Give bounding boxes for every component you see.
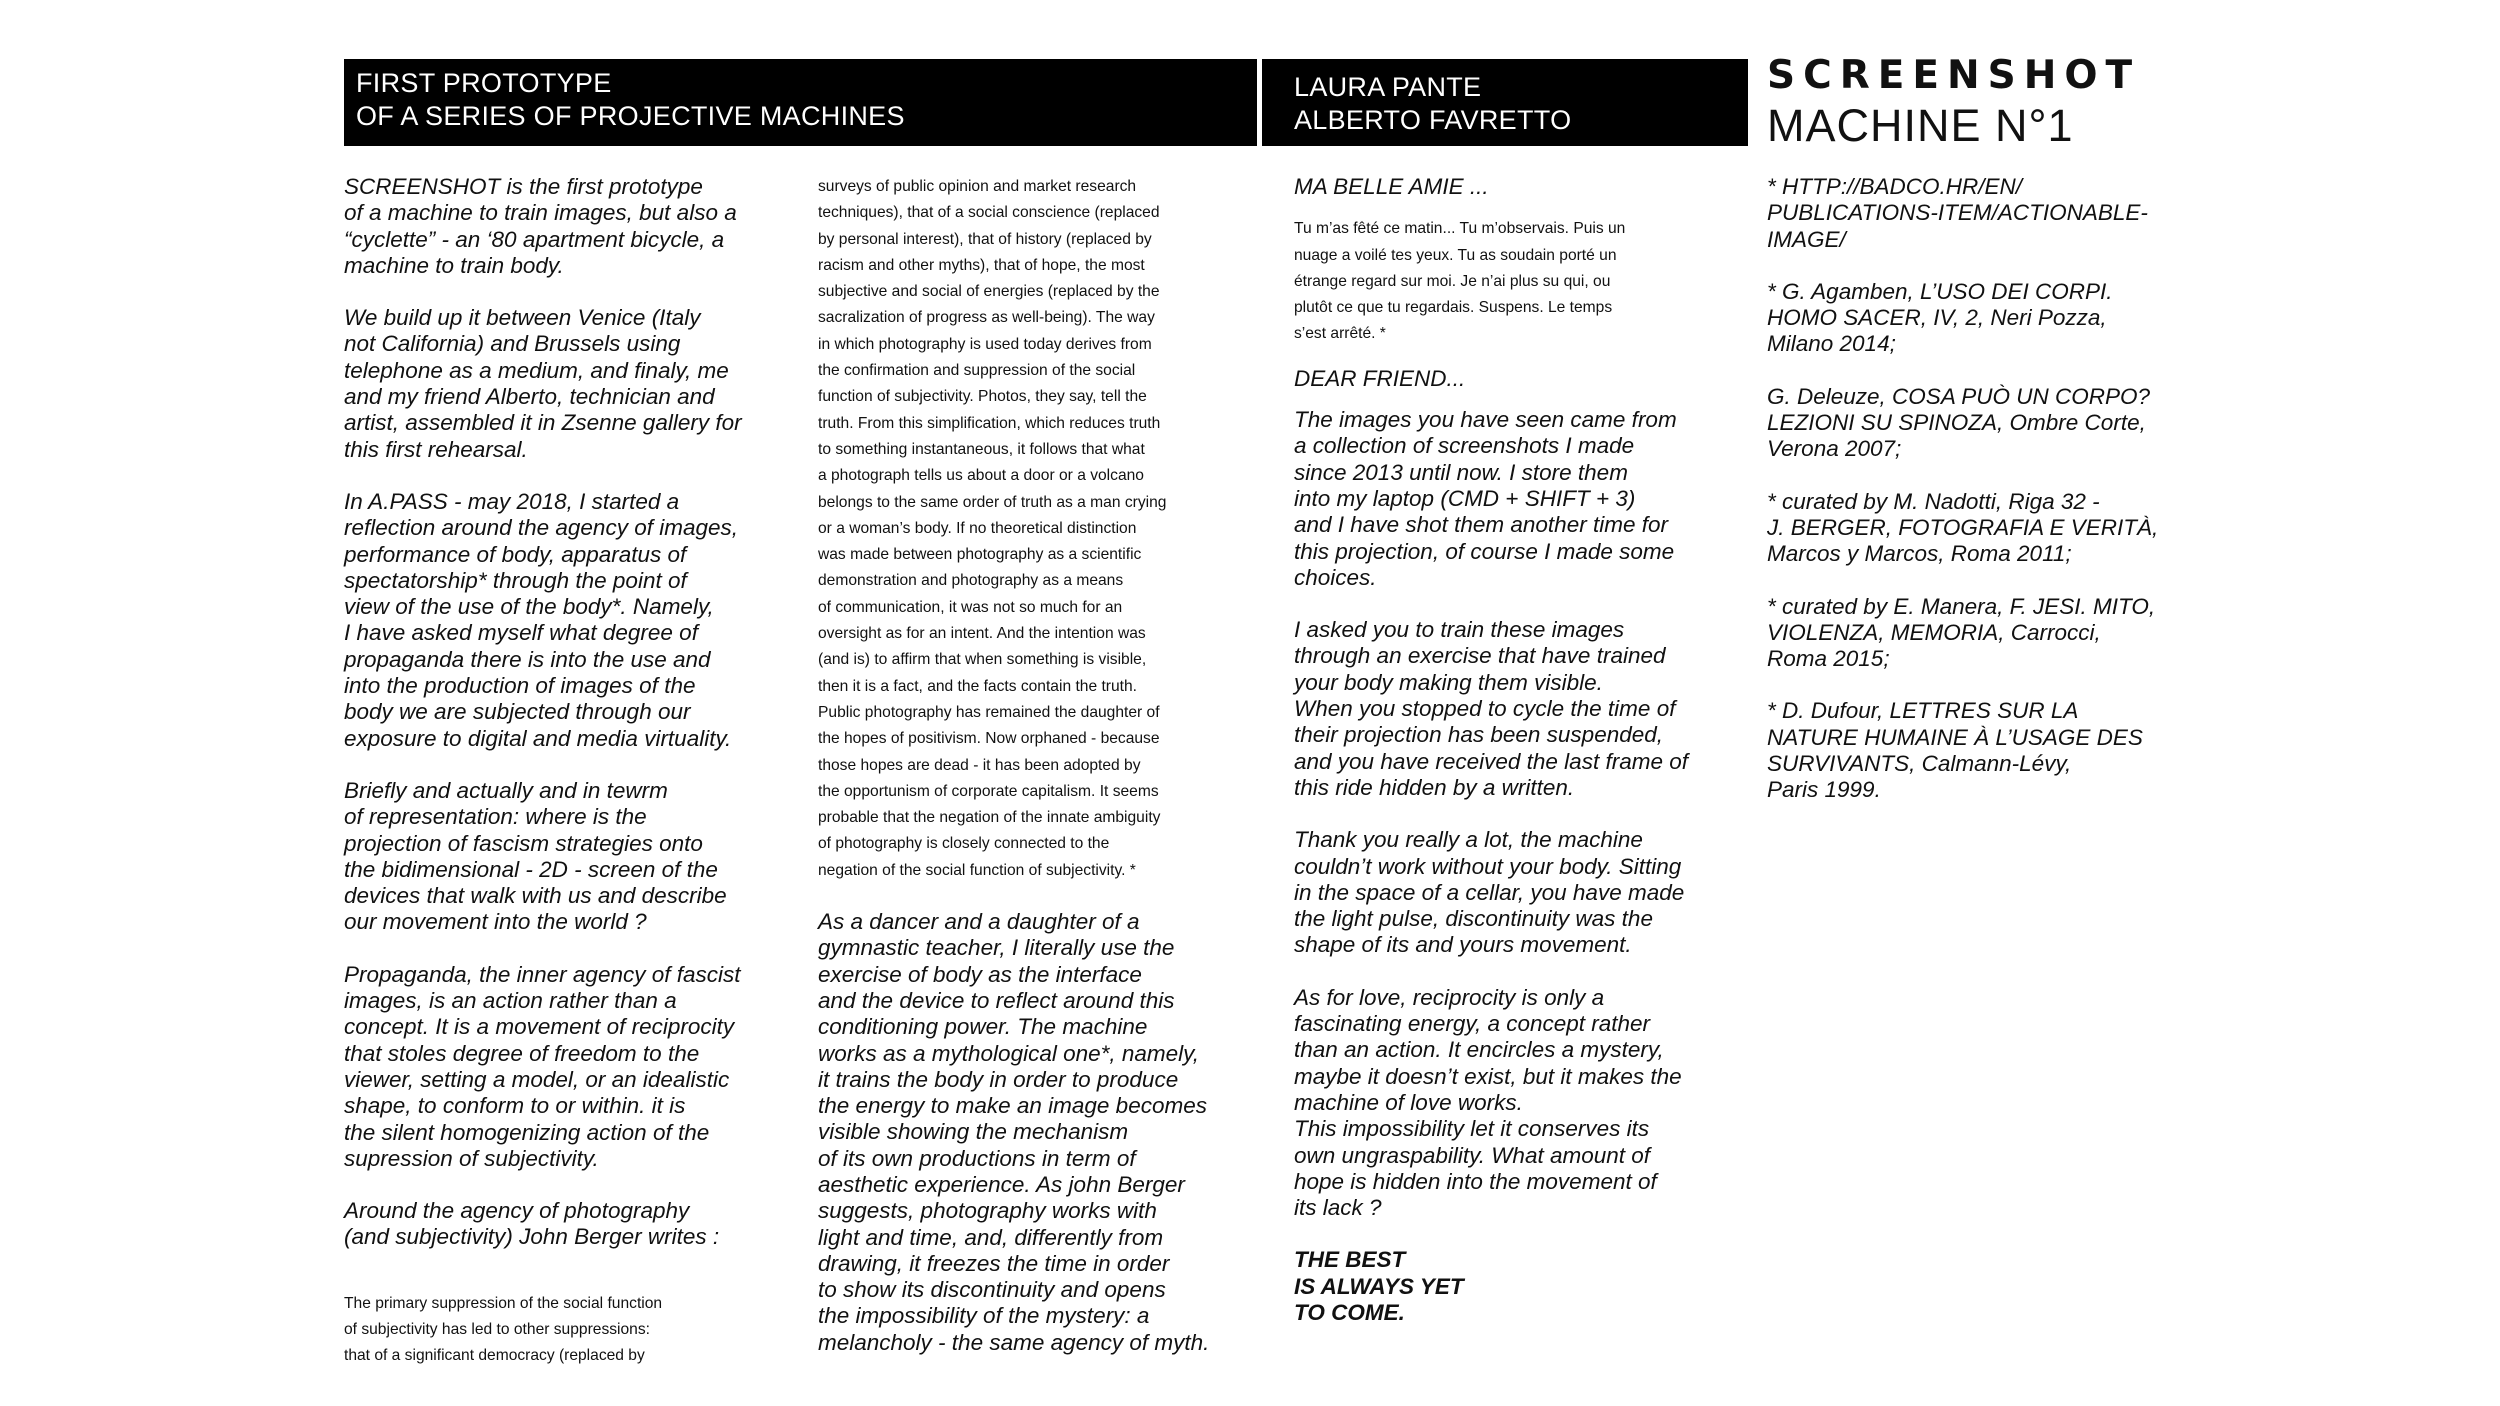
paragraph	[1294, 407, 1726, 591]
text-line: this projection, of course I made some	[1294, 538, 1675, 564]
text-line: Briefly and actually and in tewrm	[344, 777, 668, 803]
text-line: probable that the negation of the innate ambiguity	[818, 809, 1161, 827]
text-line: to something instantaneous, it follows that what	[818, 440, 1145, 458]
text-line: We build up it between Venice (Italy	[344, 305, 701, 331]
text-line: that of a significant democracy (replaced by	[344, 1347, 645, 1365]
text-line: a collection of screenshots I made	[1294, 433, 1635, 459]
text-line: spectatorship* through the point of	[344, 567, 687, 593]
paragraph	[1294, 985, 1726, 1222]
text-line: into the production of images of the	[344, 673, 696, 699]
text-line: gymnastic teacher, I literally use the	[818, 935, 1175, 961]
text-line: SURVIVANTS, Calmann-Lévy,	[1767, 751, 2072, 777]
text-line: into my laptop (CMD + SHIFT + 3)	[1294, 485, 1636, 511]
text-line: through an exercise that have trained	[1294, 643, 1666, 669]
text-line: Around the agency of photography	[344, 1198, 690, 1224]
text-line: The images you have seen came from	[1294, 407, 1677, 433]
text-line: the energy to make an image becomes	[818, 1093, 1207, 1119]
text-line: “cyclette” - an ‘80 apartment bicycle, a	[344, 226, 725, 252]
text-line: or a woman’s body. If no theoretical distinction	[818, 519, 1137, 537]
text-line: surveys of public opinion and market research	[818, 178, 1137, 195]
text-line: concept. It is a movement of reciprocity	[344, 1014, 735, 1040]
text-line: The primary suppression of the social function	[344, 1294, 663, 1312]
text-line: * G. Agamben, L’USO DEI CORPI.	[1767, 278, 2113, 304]
text-line: belongs to the same order of truth as a man crying	[818, 493, 1167, 511]
text-line: fascinating energy, a concept rather	[1294, 1011, 1651, 1037]
reference	[1767, 384, 2197, 463]
text-line: of subjectivity has led to other suppressions:	[344, 1320, 650, 1338]
berger-quote	[344, 1291, 774, 1370]
text-line: I asked you to train these images	[1294, 617, 1625, 643]
text-line: of photography is closely connected to the	[818, 835, 1110, 853]
text-line: conditioning power. The machine	[818, 1014, 1148, 1040]
header-bar-title	[344, 59, 1257, 146]
text-line: to show its discontinuity and opens	[818, 1277, 1166, 1303]
text-line: plutôt ce que tu regardais. Suspens. Le temps	[1294, 299, 1613, 317]
text-line: the opportunism of corporate capitalism. It seems	[818, 782, 1159, 800]
text-line: subjective and social of energies (replaced by the	[818, 283, 1160, 301]
text-line: the hopes of positivism. Now orphaned - because	[818, 730, 1160, 748]
reference	[1767, 279, 2197, 358]
text-line: that stoles degree of freedom to the	[344, 1040, 700, 1066]
text-line: this ride hidden by a written.	[1294, 774, 1575, 800]
text-line: * curated by E. Manera, F. JESI. MITO,	[1767, 593, 2156, 619]
reference	[1767, 698, 2197, 803]
text-line: of a machine to train images, but also a	[344, 200, 737, 226]
text-line: sacralization of progress as well-being). The way	[818, 309, 1155, 327]
text-line: When you stopped to cycle the time of	[1294, 696, 1676, 722]
text-line: Propaganda, the inner agency of fascist	[344, 961, 741, 987]
text-line: projection of fascism strategies onto	[344, 830, 703, 856]
header-bar-authors	[1262, 59, 1748, 146]
text-line: reflection around the agency of images,	[344, 515, 738, 541]
paragraph	[344, 1198, 774, 1251]
text-line: our movement into the world ?	[344, 909, 647, 935]
text-line: suggests, photography works with	[818, 1198, 1157, 1224]
text-line: IS ALWAYS YET	[1294, 1273, 1464, 1299]
text-line: exercise of body as the interface	[818, 961, 1142, 987]
text-line: demonstration and photography as a means	[818, 572, 1124, 590]
text-line: of its own productions in term of	[818, 1145, 1136, 1171]
text-line: OF A SERIES OF PROJECTIVE MACHINES	[356, 101, 905, 131]
text-line: than an action. It encircles a mystery,	[1294, 1037, 1664, 1063]
text-line: PUBLICATIONS-ITEM/ACTIONABLE-	[1767, 200, 2148, 226]
text-line: performance of body, apparatus of	[344, 541, 687, 567]
text-line: Thank you really a lot, the machine	[1294, 827, 1643, 853]
text-line: LAURA PANTE	[1294, 72, 1482, 102]
greeting-english: DEAR FRIEND...	[1294, 365, 1466, 391]
text-line: propaganda there is into the use and	[344, 646, 711, 672]
text-line: THE BEST	[1294, 1247, 1406, 1273]
text-line: nuage a voilé tes yeux. Tu as soudain porté un	[1294, 246, 1617, 264]
text-line: machine of love works.	[1294, 1089, 1523, 1115]
text-line: In A.PASS - may 2018, I started a	[344, 488, 680, 514]
column-letter	[1294, 174, 1726, 1326]
paragraph	[1294, 617, 1726, 801]
text-line: SCREENSHOT is the first prototype	[344, 174, 703, 199]
text-line: (and subjectivity) John Berger writes :	[344, 1224, 720, 1250]
text-line: your body making them visible.	[1294, 669, 1603, 695]
text-line: étrange regard sur moi. Je n’ai plus su qui, ou	[1294, 272, 1611, 290]
paragraph	[344, 489, 774, 752]
text-line: * curated by M. Nadotti, Riga 32 -	[1767, 488, 2100, 514]
text-line: racism and other myths), that of hope, the most	[818, 256, 1145, 274]
text-line: devices that walk with us and describe	[344, 883, 727, 909]
greeting-french: MA BELLE AMIE ...	[1294, 174, 1489, 199]
author-lines	[1294, 71, 1571, 137]
text-line: since 2013 until now. I store them	[1294, 459, 1628, 485]
text-line: telephone as a medium, and finaly, me	[344, 357, 729, 383]
text-line: images, is an action rather than a	[344, 988, 677, 1014]
text-line: negation of the social function of subjectivity. *	[818, 861, 1136, 879]
text-line: TO COME.	[1294, 1299, 1405, 1325]
text-line: NATURE HUMAINE À L’USAGE DES	[1767, 724, 2143, 750]
text-line: then it is a fact, and the facts contain the truth.	[818, 677, 1137, 695]
text-line: artist, assembled it in Zsenne gallery for	[344, 410, 742, 436]
text-line: supression of subjectivity.	[344, 1145, 599, 1171]
text-line: J. BERGER, FOTOGRAFIA E VERITÀ,	[1767, 514, 2159, 540]
text-line: * D. Dufour, LETTRES SUR LA	[1767, 698, 2079, 724]
text-line: their projection has been suspended,	[1294, 722, 1664, 748]
text-line: function of subjectivity. Photos, they say, tell the	[818, 388, 1147, 406]
text-line: Marcos y Marcos, Roma 2011;	[1767, 541, 2072, 567]
brand-block	[1767, 54, 2140, 154]
text-line: a photograph tells us about a door or a volcano	[818, 467, 1144, 485]
text-line: drawing, it freezes the time in order	[818, 1250, 1170, 1276]
paragraph	[344, 305, 774, 463]
text-line: IMAGE/	[1767, 226, 1846, 252]
text-line: this first rehearsal.	[344, 436, 528, 462]
paragraph	[818, 909, 1250, 1356]
text-line: hope is hidden into the movement of	[1294, 1168, 1657, 1194]
text-line: truth. From this simplification, which reduces truth	[818, 414, 1161, 432]
text-line: Roma 2015;	[1767, 646, 1890, 672]
text-line: the light pulse, discontinuity was the	[1294, 906, 1653, 932]
text-line: and you have received the last frame of	[1294, 748, 1688, 774]
text-line: the impossibility of the mystery: a	[818, 1303, 1150, 1329]
reference	[1767, 174, 2197, 253]
reference	[1767, 489, 2197, 568]
text-line: * HTTP://BADCO.HR/EN/	[1767, 174, 2023, 199]
brand-title: SCREENSHOT	[1767, 53, 2141, 98]
text-line: and my friend Alberto, technician and	[344, 384, 715, 410]
text-line: techniques), that of a social conscience (replaced	[818, 204, 1160, 222]
text-line: choices.	[1294, 564, 1377, 590]
french-text	[1294, 216, 1726, 347]
text-line: in which photography is used today derives from	[818, 335, 1152, 353]
title-lines	[356, 67, 905, 133]
paragraph	[344, 778, 774, 936]
text-line: FIRST PROTOTYPE	[356, 68, 612, 98]
text-line: aesthetic experience. As john Berger	[818, 1171, 1185, 1197]
text-line: shape, to conform to or within. it is	[344, 1093, 686, 1119]
text-line: and I have shot them another time for	[1294, 512, 1668, 538]
text-line: the silent homogenizing action of the	[344, 1119, 710, 1145]
column-references	[1767, 174, 2197, 804]
reference	[1767, 594, 2197, 673]
text-line: VIOLENZA, MEMORIA, Carrocci,	[1767, 619, 2101, 645]
text-line: view of the use of the body*. Namely,	[344, 594, 714, 620]
text-line: LEZIONI SU SPINOZA, Ombre Corte,	[1767, 410, 2146, 436]
text-line: melancholy - the same agency of myth.	[818, 1329, 1210, 1355]
column-quote	[818, 174, 1250, 1356]
text-line: As a dancer and a daughter of a	[818, 909, 1140, 935]
text-line: Tu m’as fêté ce matin... Tu m’observais. Puis un	[1294, 220, 1626, 238]
brand-subtitle: MACHINE N°1	[1767, 100, 2074, 151]
text-line: those hopes are dead - it has been adopted by	[818, 756, 1141, 774]
text-line: viewer, setting a model, or an idealistic	[344, 1066, 730, 1092]
text-line: ALBERTO FAVRETTO	[1294, 105, 1572, 135]
text-line: Paris 1999.	[1767, 777, 1881, 803]
text-line: the bidimensional - 2D - screen of the	[344, 856, 718, 882]
text-line: shape of its and yours movement.	[1294, 932, 1632, 958]
text-line: maybe it doesn’t exist, but it makes the	[1294, 1063, 1682, 1089]
text-line: exposure to digital and media virtuality.	[344, 725, 732, 751]
text-line: by personal interest), that of history (replaced by	[818, 230, 1152, 248]
text-line: works as a mythological one*, namely,	[818, 1040, 1200, 1066]
text-line: HOMO SACER, IV, 2, Neri Pozza,	[1767, 305, 2107, 331]
text-line: machine to train body.	[344, 252, 564, 278]
text-line: the confirmation and suppression of the social	[818, 362, 1136, 380]
text-line: visible showing the mechanism	[818, 1119, 1129, 1145]
text-line: and the device to reflect around this	[818, 987, 1175, 1013]
paragraph	[1294, 827, 1726, 958]
paragraph	[344, 962, 774, 1172]
text-line: was made between photography as a scientific	[818, 546, 1142, 564]
text-line: own ungraspability. What amount of	[1294, 1142, 1651, 1168]
text-line: G. Deleuze, COSA PUÒ UN CORPO?	[1767, 383, 2151, 409]
text-line: its lack ?	[1294, 1195, 1382, 1221]
text-line: body we are subjected through our	[344, 699, 691, 725]
text-line: (and is) to affirm that when something is visible,	[818, 651, 1147, 669]
text-line: in the space of a cellar, you have made	[1294, 879, 1685, 905]
text-line: Public photography has remained the daughter of	[818, 703, 1160, 721]
text-line: not California) and Brussels using	[344, 331, 681, 357]
text-line: I have asked myself what degree of	[344, 620, 698, 646]
text-line: Verona 2007;	[1767, 436, 1902, 462]
berger-quote-continued	[818, 174, 1250, 884]
text-line: Milano 2014;	[1767, 331, 1896, 357]
paragraph	[344, 174, 774, 279]
text-line: oversight as for an intent. And the intention was	[818, 625, 1146, 643]
text-line: of representation: where is the	[344, 804, 647, 830]
text-line: This impossibility let it conserves its	[1294, 1116, 1650, 1142]
text-line: of communication, it was not so much for an	[818, 598, 1123, 616]
text-line: couldn’t work without your body. Sitting	[1294, 853, 1682, 879]
text-line: As for love, reciprocity is only a	[1294, 984, 1605, 1010]
column-intro	[344, 174, 774, 1370]
text-line: light and time, and, differently from	[818, 1224, 1164, 1250]
closing-line	[1294, 1247, 1726, 1326]
text-line: s’est arrêté. *	[1294, 325, 1386, 343]
text-line: it trains the body in order to produce	[818, 1066, 1179, 1092]
